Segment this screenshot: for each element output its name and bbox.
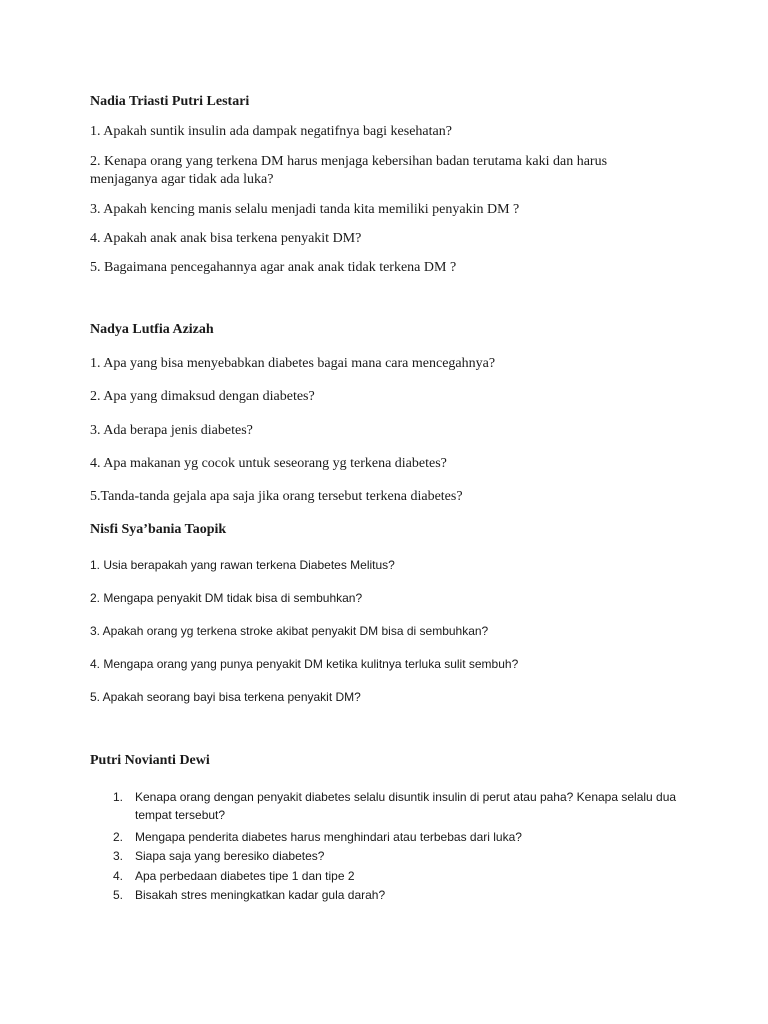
question-item: 4. Mengapa orang yang punya penyakit DM ketika kulitnya terluka sulit sembuh? — [90, 657, 519, 671]
question-item: 1. Apa yang bisa menyebabkan diabetes bagai mana cara mencegahnya? — [90, 356, 496, 371]
question-item: 1. Apakah suntik insulin ada dampak negatifnya bagi kesehatan? — [90, 124, 452, 139]
question-item: 2. Kenapa orang yang terkena DM harus menjaga kebersihan badan terutama kaki dan harus menjaganya agar tidak ada luka? — [90, 154, 608, 187]
list-text: Apa perbedaan diabetes tipe 1 dan tipe 2 — [135, 869, 355, 883]
question-item: 3. Apakah orang yg terkena stroke akibat penyakit DM bisa di sembuhkan? — [90, 624, 489, 638]
question-item: 2. Mengapa penyakit DM tidak bisa di sembuhkan? — [90, 591, 363, 605]
author-name: Putri Novianti Dewi — [90, 753, 210, 768]
list-text: Bisakah stres meningkatkan kadar gula darah? — [135, 888, 386, 902]
list-number: 4. — [113, 869, 124, 883]
question-item: 1. Usia berapakah yang rawan terkena Diabetes Melitus? — [90, 558, 395, 572]
list-number: 1. — [113, 790, 124, 804]
list-number: 2. — [113, 830, 124, 844]
question-item: 3. Apakah kencing manis selalu menjadi tanda kita memiliki penyakin DM ? — [90, 202, 520, 217]
list-text: Siapa saja yang beresiko diabetes? — [135, 849, 325, 863]
question-item: 5.Tanda-tanda gejala apa saja jika orang tersebut terkena diabetes? — [90, 489, 463, 504]
author-name: Nisfi Sya’bania Taopik — [90, 522, 227, 537]
list-text: Kenapa orang dengan penyakit diabetes selalu disuntik insulin di perut atau paha? Kenapa selalu dua tempat tersebut? — [135, 790, 677, 822]
list-text: Mengapa penderita diabetes harus menghindari atau terbebas dari luka? — [135, 830, 522, 844]
list-number: 5. — [113, 888, 124, 902]
question-item: 3. Ada berapa jenis diabetes? — [90, 423, 253, 438]
question-item: 5. Apakah seorang bayi bisa terkena penyakit DM? — [90, 690, 361, 704]
list-number: 3. — [113, 849, 124, 863]
question-item: 5. Bagaimana pencegahannya agar anak anak tidak terkena DM ? — [90, 260, 457, 275]
author-name: Nadya Lutfia Azizah — [90, 322, 214, 337]
question-item: 2. Apa yang dimaksud dengan diabetes? — [90, 389, 315, 404]
author-name: Nadia Triasti Putri Lestari — [90, 94, 250, 109]
question-item: 4. Apa makanan yg cocok untuk seseorang yg terkena diabetes? — [90, 456, 447, 471]
question-item: 4. Apakah anak anak bisa terkena penyakit DM? — [90, 231, 362, 246]
